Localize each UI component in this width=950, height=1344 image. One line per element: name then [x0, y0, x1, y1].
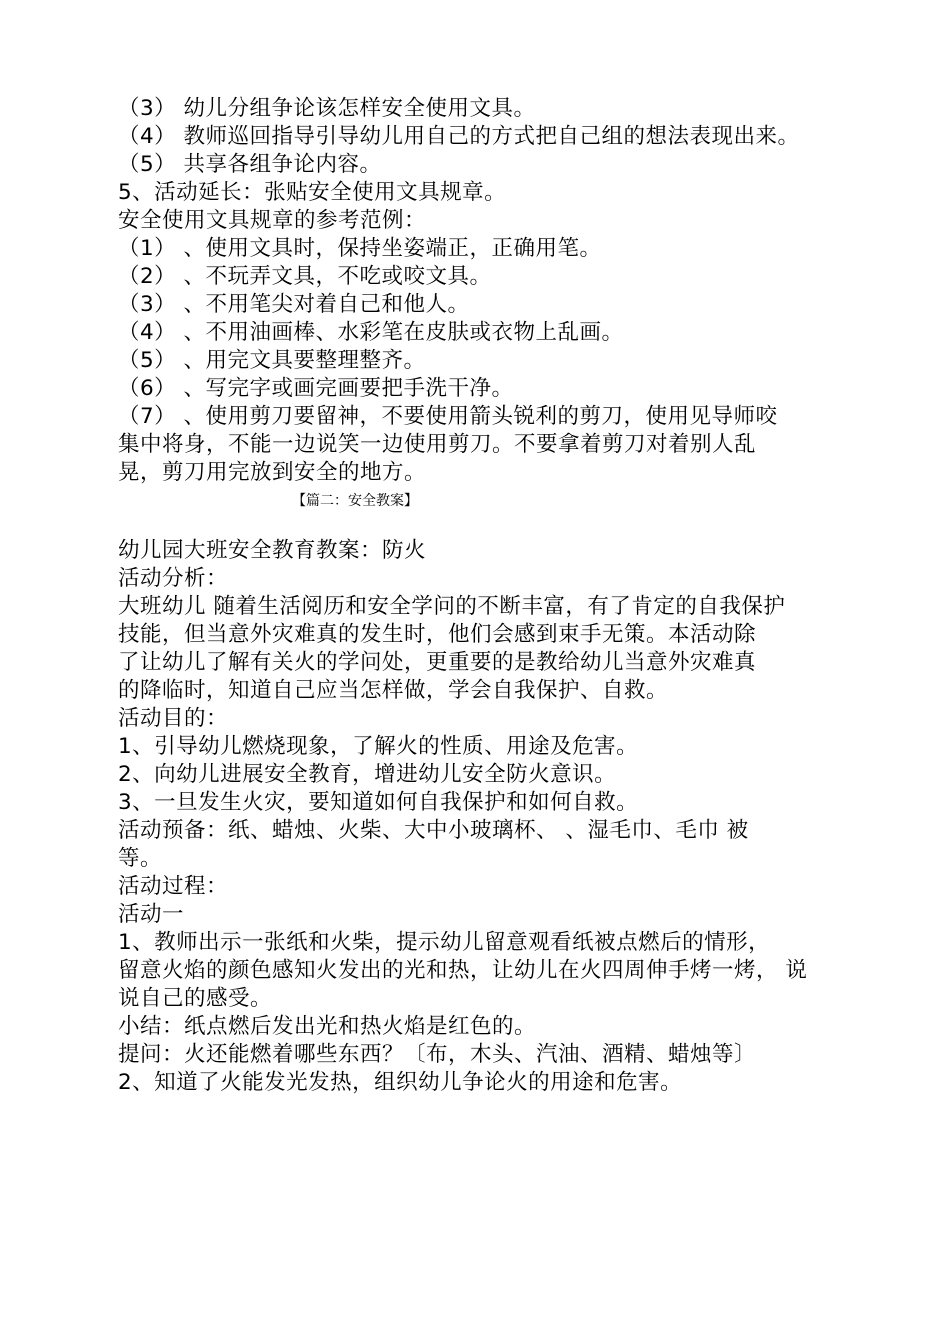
- goal-item: 1、引导幼儿燃烧现象，了解火的性质、用途及危害。: [118, 734, 639, 759]
- rules-title: 安全使用文具规章的参考范例：: [118, 208, 427, 233]
- step-line: 留意火焰的颜色感知火发出的光和热，让幼儿在火四周伸手烤一烤， 说: [118, 958, 808, 983]
- rule-continuation: 晃，剪刀用完放到安全的地方。: [118, 460, 427, 485]
- goals-heading: 活动目的：: [118, 706, 229, 731]
- lesson-title: 幼儿园大班安全教育教案：防火: [118, 538, 427, 563]
- prep-line: 活动预备：纸、蜡烛、火柴、大中小玻璃杯、 、湿毛巾、毛巾 被: [118, 818, 749, 843]
- list-item: （4） 教师巡回指导引导幼儿用自己的方式把自己组的想法表现出来。: [118, 124, 800, 149]
- rule-item: （6） 、写完字或画完画要把手洗干净。: [118, 376, 514, 401]
- section-caption-text: 【篇二：安全教案】: [292, 493, 418, 509]
- goal-item: 2、向幼儿进展安全教育，增进幼儿安全防火意识。: [118, 762, 617, 787]
- rule-item: （4） 、不用油画棒、水彩笔在皮肤或衣物上乱画。: [118, 320, 624, 345]
- goal-item: 3、一旦发生火灾，要知道如何自我保护和如何自救。: [118, 790, 639, 815]
- rule-item: （1） 、使用文具时，保持坐姿端正，正确用笔。: [118, 236, 602, 261]
- rule-item: （5） 、用完文具要整理整齐。: [118, 348, 426, 373]
- rule-item: （2） 、不玩弄文具，不吃或咬文具。: [118, 264, 492, 289]
- prep-line: 等。: [118, 846, 163, 871]
- paragraph-line: 的降临时，知道自己应当怎样做，学会自我保护、自救。: [118, 678, 669, 703]
- list-item: （5） 共享各组争论内容。: [118, 152, 382, 177]
- step-line: 1、教师出示一张纸和火柴，提示幼儿留意观看纸被点燃后的情形，: [118, 930, 771, 955]
- rule-item: （3） 、不用笔尖对着自己和他人。: [118, 292, 470, 317]
- analysis-heading: 活动分析：: [118, 566, 229, 591]
- section-caption: [0, 492, 950, 510]
- summary-line: 小结：纸点燃后发出光和热火焰是红色的。: [118, 1014, 537, 1039]
- step-line: 2、知道了火能发光发热，组织幼儿争论火的用途和危害。: [118, 1070, 683, 1095]
- paragraph-line: 技能，但当意外灾难真的发生时，他们会感到束手无策。本活动除: [118, 622, 757, 647]
- extension-line: 5、活动延长：张贴安全使用文具规章。: [118, 180, 507, 205]
- question-line: 提问：火还能燃着哪些东西？〔布，木头、汽油、酒精、蜡烛等〕: [118, 1042, 757, 1067]
- activity-heading: 活动一: [118, 902, 185, 927]
- rule-item: （7） 、使用剪刀要留神，不要使用箭头锐利的剪刀，使用见导师咬: [118, 404, 778, 429]
- list-item: （3） 幼儿分组争论该怎样安全使用文具。: [118, 96, 536, 121]
- process-heading: 活动过程：: [118, 874, 229, 899]
- rule-continuation: 集中将身，不能一边说笑一边使用剪刀。不要拿着剪刀对着别人乱: [118, 432, 757, 457]
- step-line: 说自己的感受。: [118, 986, 273, 1011]
- paragraph-line: 大班幼儿 随着生活阅历和安全学问的不断丰富，有了肯定的自我保护: [118, 594, 786, 619]
- paragraph-line: 了让幼儿了解有关火的学问处，更重要的是教给幼儿当意外灾难真: [118, 650, 757, 675]
